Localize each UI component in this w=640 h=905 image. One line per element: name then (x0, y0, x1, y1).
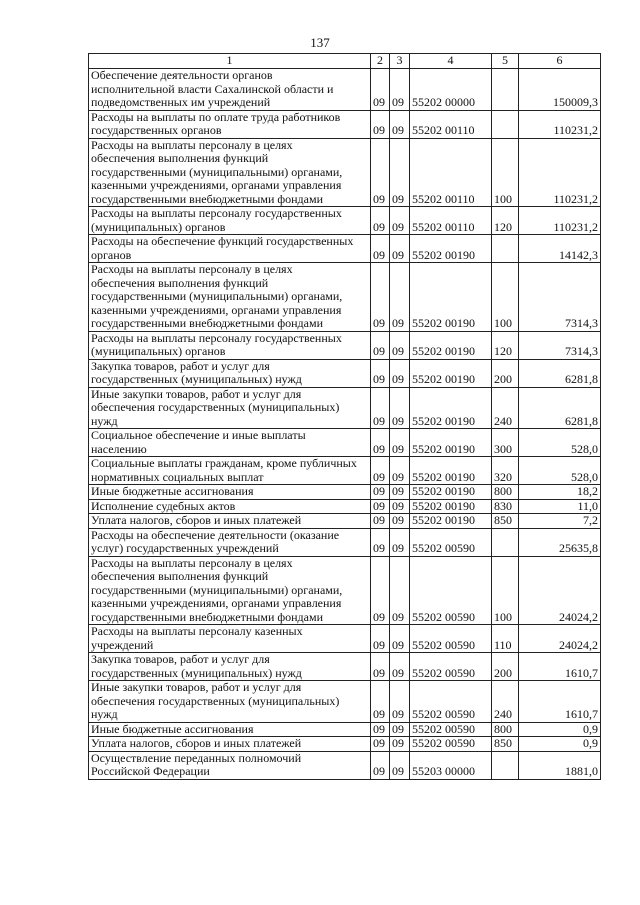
cell-subsection: 09 (390, 625, 410, 653)
cell-amount: 1881,0 (519, 751, 601, 779)
cell-expense-type: 850 (492, 514, 519, 529)
cell-name: Закупка товаров, работ и услуг для государственных (муниципальных) нужд (89, 359, 371, 387)
cell-subsection: 09 (390, 207, 410, 235)
table-row (89, 69, 601, 111)
table-row (89, 207, 601, 235)
cell-section: 09 (371, 681, 390, 723)
cell-section: 09 (371, 207, 390, 235)
cell-target-item: 55202 00190 (410, 499, 492, 514)
cell-subsection: 09 (390, 653, 410, 681)
cell-subsection: 09 (390, 138, 410, 207)
table-row (89, 263, 601, 332)
cell-expense-type (492, 751, 519, 779)
cell-subsection: 09 (390, 359, 410, 387)
cell-amount: 18,2 (519, 485, 601, 500)
table-row (89, 457, 601, 485)
cell-expense-type: 240 (492, 681, 519, 723)
cell-section: 09 (371, 235, 390, 263)
cell-amount: 1610,7 (519, 681, 601, 723)
cell-amount: 6281,8 (519, 359, 601, 387)
cell-target-item: 55202 00590 (410, 681, 492, 723)
cell-name: Уплата налогов, сборов и иных платежей (89, 514, 371, 529)
cell-expense-type: 300 (492, 429, 519, 457)
cell-name: Расходы на выплаты персоналу государственных (муниципальных) органов (89, 207, 371, 235)
cell-expense-type: 100 (492, 138, 519, 207)
cell-expense-type (492, 69, 519, 111)
cell-section: 09 (371, 556, 390, 625)
cell-section: 09 (371, 514, 390, 529)
table-row (89, 681, 601, 723)
table-header (89, 54, 601, 69)
cell-target-item: 55202 00110 (410, 138, 492, 207)
cell-subsection: 09 (390, 556, 410, 625)
cell-expense-type: 800 (492, 722, 519, 737)
cell-section: 09 (371, 69, 390, 111)
cell-section: 09 (371, 722, 390, 737)
cell-target-item: 55202 00590 (410, 653, 492, 681)
cell-amount: 11,0 (519, 499, 601, 514)
cell-name: Закупка товаров, работ и услуг для государственных (муниципальных) нужд (89, 653, 371, 681)
table-body (89, 69, 601, 780)
table-row (89, 722, 601, 737)
table-row (89, 514, 601, 529)
cell-expense-type: 100 (492, 556, 519, 625)
cell-section: 09 (371, 457, 390, 485)
cell-expense-type: 120 (492, 331, 519, 359)
cell-expense-type: 200 (492, 359, 519, 387)
table-row (89, 387, 601, 429)
cell-subsection: 09 (390, 429, 410, 457)
table-row (89, 110, 601, 138)
cell-section: 09 (371, 528, 390, 556)
cell-subsection: 09 (390, 331, 410, 359)
cell-name: Иные бюджетные ассигнования (89, 722, 371, 737)
cell-amount: 24024,2 (519, 556, 601, 625)
cell-name: Расходы на обеспечение функций государственных органов (89, 235, 371, 263)
cell-target-item: 55202 00590 (410, 625, 492, 653)
cell-amount: 7314,3 (519, 331, 601, 359)
cell-section: 09 (371, 429, 390, 457)
cell-subsection: 09 (390, 235, 410, 263)
cell-name: Осуществление переданных полномочий Российской Федерации (89, 751, 371, 779)
cell-amount: 24024,2 (519, 625, 601, 653)
cell-name: Социальные выплаты гражданам, кроме публичных нормативных социальных выплат (89, 457, 371, 485)
cell-expense-type: 320 (492, 457, 519, 485)
cell-target-item: 55202 00110 (410, 207, 492, 235)
cell-name: Расходы на выплаты персоналу в целях обеспечения выполнения функций государственными (муниципальными) органами, казенными учреждениями, органами управления государственными внебюджетными фондами (89, 263, 371, 332)
cell-target-item: 55202 00110 (410, 110, 492, 138)
cell-target-item: 55203 00000 (410, 751, 492, 779)
cell-amount: 6281,8 (519, 387, 601, 429)
cell-section: 09 (371, 653, 390, 681)
cell-expense-type (492, 235, 519, 263)
cell-subsection: 09 (390, 722, 410, 737)
cell-expense-type: 850 (492, 737, 519, 752)
cell-target-item: 55202 00190 (410, 235, 492, 263)
cell-section: 09 (371, 263, 390, 332)
cell-amount: 150009,3 (519, 69, 601, 111)
table-row (89, 625, 601, 653)
cell-name: Расходы на выплаты персоналу государственных (муниципальных) органов (89, 331, 371, 359)
cell-target-item: 55202 00590 (410, 737, 492, 752)
cell-name: Иные закупки товаров, работ и услуг для обеспечения государственных (муниципальных) нужд (89, 681, 371, 723)
header-row (89, 54, 601, 69)
header-col-name: 1 (89, 54, 371, 69)
cell-amount: 110231,2 (519, 110, 601, 138)
cell-subsection: 09 (390, 737, 410, 752)
cell-amount: 528,0 (519, 429, 601, 457)
cell-name: Уплата налогов, сборов и иных платежей (89, 737, 371, 752)
cell-target-item: 55202 00190 (410, 331, 492, 359)
header-col-target-item: 4 (410, 54, 492, 69)
cell-amount: 0,9 (519, 722, 601, 737)
cell-subsection: 09 (390, 514, 410, 529)
cell-subsection: 09 (390, 528, 410, 556)
cell-target-item: 55202 00000 (410, 69, 492, 111)
cell-subsection: 09 (390, 69, 410, 111)
cell-name: Иные закупки товаров, работ и услуг для обеспечения государственных (муниципальных) нужд (89, 387, 371, 429)
table-row (89, 499, 601, 514)
cell-target-item: 55202 00590 (410, 722, 492, 737)
cell-expense-type (492, 110, 519, 138)
cell-section: 09 (371, 387, 390, 429)
cell-expense-type: 800 (492, 485, 519, 500)
cell-name: Расходы на выплаты персоналу в целях обеспечения выполнения функций государственными (муниципальными) органами, казенными учреждениями, органами управления государственными внебюджетными фондами (89, 556, 371, 625)
cell-subsection: 09 (390, 499, 410, 514)
cell-section: 09 (371, 737, 390, 752)
cell-target-item: 55202 00190 (410, 263, 492, 332)
cell-amount: 110231,2 (519, 138, 601, 207)
cell-amount: 7314,3 (519, 263, 601, 332)
cell-target-item: 55202 00190 (410, 514, 492, 529)
cell-target-item: 55202 00190 (410, 359, 492, 387)
cell-amount: 14142,3 (519, 235, 601, 263)
cell-expense-type: 240 (492, 387, 519, 429)
cell-name: Расходы на выплаты персоналу казенных учреждений (89, 625, 371, 653)
cell-amount: 0,9 (519, 737, 601, 752)
cell-amount: 110231,2 (519, 207, 601, 235)
header-col-expense-type: 5 (492, 54, 519, 69)
table-row (89, 429, 601, 457)
cell-section: 09 (371, 331, 390, 359)
cell-expense-type: 120 (492, 207, 519, 235)
header-col-amount: 6 (519, 54, 601, 69)
cell-amount: 25635,8 (519, 528, 601, 556)
table-row (89, 737, 601, 752)
cell-target-item: 55202 00190 (410, 387, 492, 429)
cell-subsection: 09 (390, 263, 410, 332)
cell-section: 09 (371, 110, 390, 138)
cell-name: Расходы на выплаты по оплате труда работников государственных органов (89, 110, 371, 138)
cell-target-item: 55202 00190 (410, 457, 492, 485)
cell-subsection: 09 (390, 457, 410, 485)
cell-name: Социальное обеспечение и иные выплаты населению (89, 429, 371, 457)
cell-target-item: 55202 00190 (410, 429, 492, 457)
cell-section: 09 (371, 485, 390, 500)
cell-subsection: 09 (390, 485, 410, 500)
cell-name: Иные бюджетные ассигнования (89, 485, 371, 500)
cell-expense-type: 110 (492, 625, 519, 653)
cell-target-item: 55202 00590 (410, 528, 492, 556)
table-row (89, 138, 601, 207)
table-row (89, 528, 601, 556)
cell-amount: 7,2 (519, 514, 601, 529)
cell-section: 09 (371, 625, 390, 653)
header-col-section: 2 (371, 54, 390, 69)
table-row (89, 359, 601, 387)
table-row (89, 331, 601, 359)
cell-subsection: 09 (390, 751, 410, 779)
cell-expense-type (492, 528, 519, 556)
cell-expense-type: 200 (492, 653, 519, 681)
cell-subsection: 09 (390, 387, 410, 429)
cell-expense-type: 830 (492, 499, 519, 514)
cell-name: Расходы на обеспечение деятельности (оказание услуг) государственных учреждений (89, 528, 371, 556)
cell-name: Исполнение судебных актов (89, 499, 371, 514)
table-row (89, 751, 601, 779)
cell-section: 09 (371, 359, 390, 387)
budget-table (88, 53, 601, 780)
cell-section: 09 (371, 751, 390, 779)
table-row (89, 235, 601, 263)
table-row (89, 653, 601, 681)
header-col-subsection: 3 (390, 54, 410, 69)
cell-subsection: 09 (390, 110, 410, 138)
cell-target-item: 55202 00190 (410, 485, 492, 500)
cell-name: Обеспечение деятельности органов исполнительной власти Сахалинской области и подведомственных им учреждений (89, 69, 371, 111)
cell-expense-type: 100 (492, 263, 519, 332)
cell-name: Расходы на выплаты персоналу в целях обеспечения выполнения функций государственными (муниципальными) органами, казенными учреждениями, органами управления государственными внебюджетными фондами (89, 138, 371, 207)
cell-amount: 1610,7 (519, 653, 601, 681)
page-number: 137 (310, 35, 330, 50)
table-row (89, 485, 601, 500)
cell-subsection: 09 (390, 681, 410, 723)
cell-target-item: 55202 00590 (410, 556, 492, 625)
cell-section: 09 (371, 138, 390, 207)
table-row (89, 556, 601, 625)
cell-amount: 528,0 (519, 457, 601, 485)
cell-section: 09 (371, 499, 390, 514)
